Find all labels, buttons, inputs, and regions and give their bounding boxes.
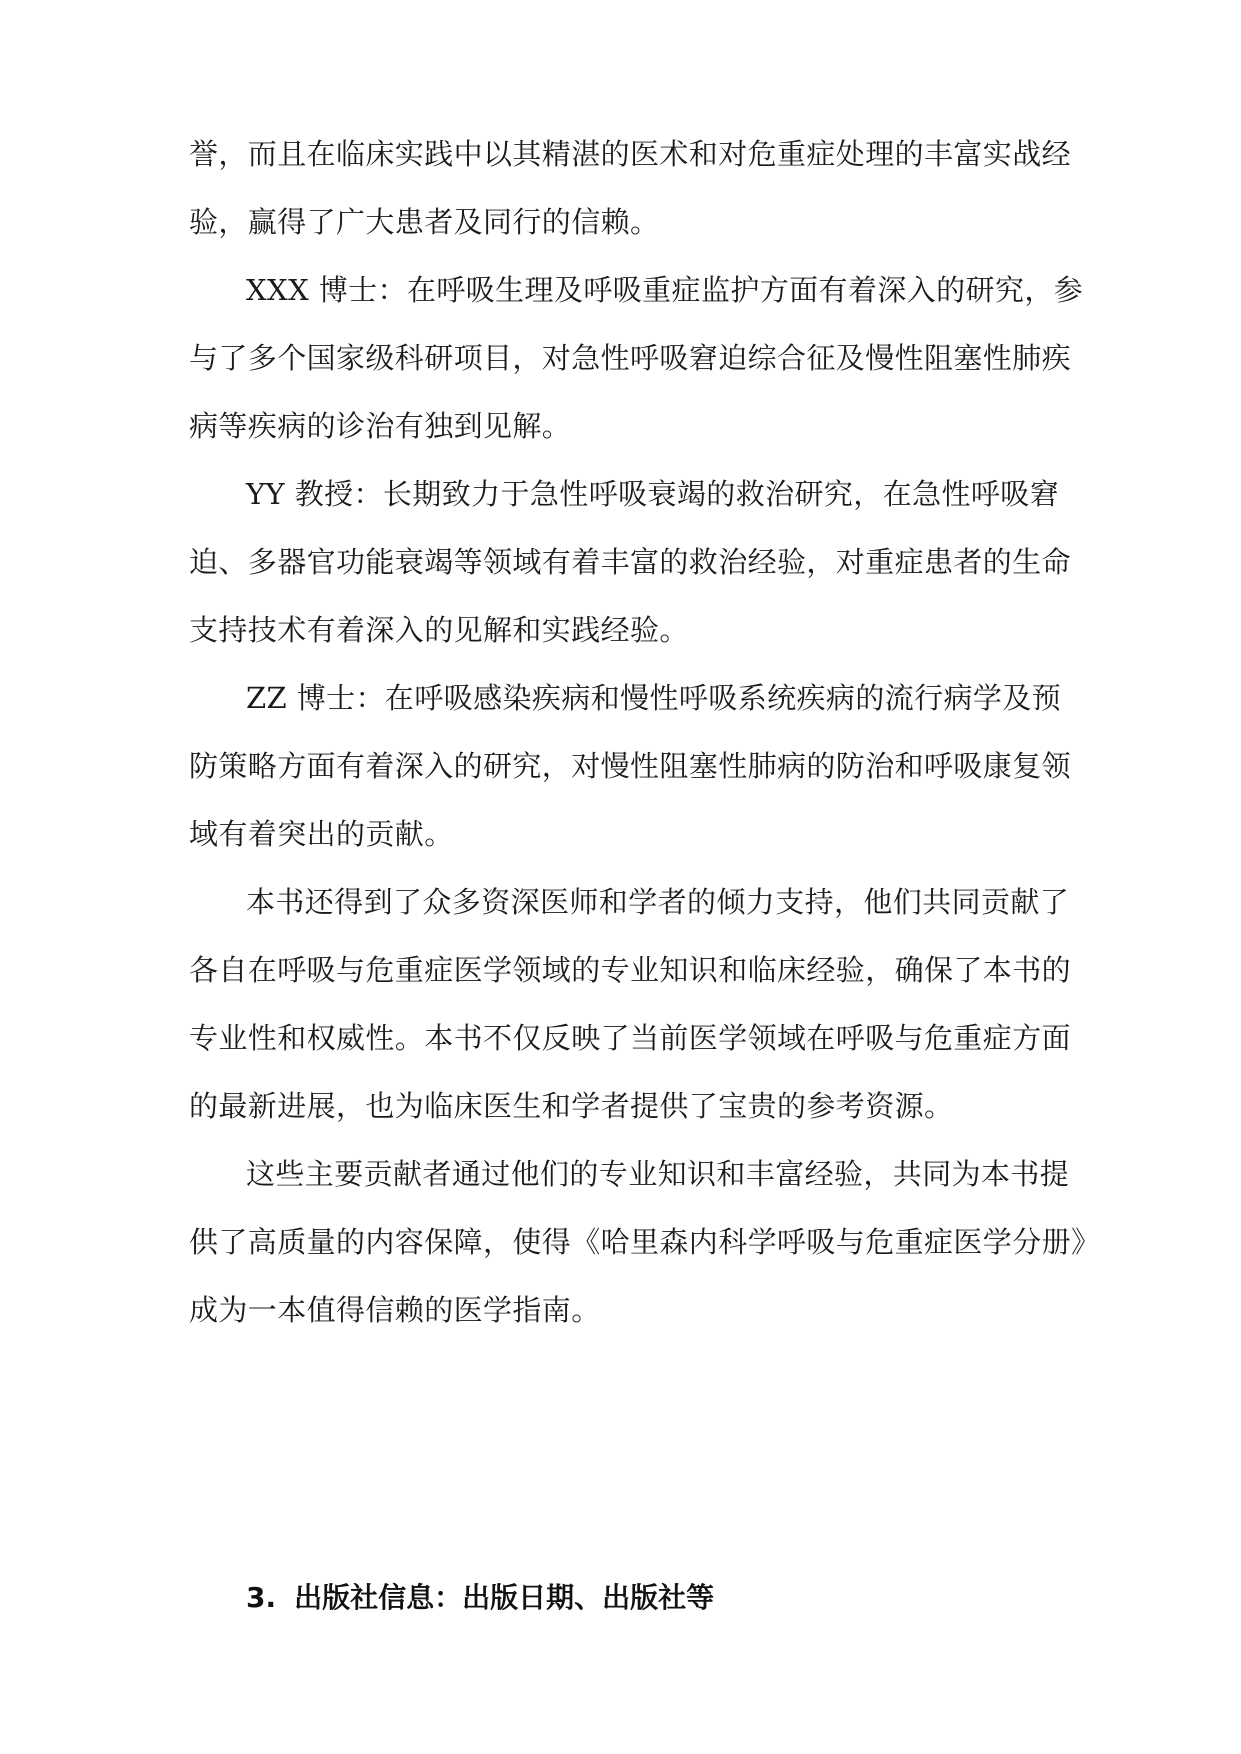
- paragraph-2-line-2: 与了多个国家级科研项目，对急性呼吸窘迫综合征及慢性阻塞性肺疾: [189, 341, 1072, 375]
- paragraph-5-line-2: 各自在呼吸与危重症医学领域的专业知识和临床经验，确保了本书的: [189, 953, 1072, 987]
- paragraph-5-line-4: 的最新进展，也为临床医生和学者提供了宝贵的参考资源。: [189, 1089, 954, 1123]
- section-heading: [246, 1578, 714, 1618]
- paragraph-6-line-1: 这些主要贡献者通过他们的专业知识和丰富经验，共同为本书提: [246, 1157, 1070, 1191]
- section-heading-number: 3.: [246, 1581, 277, 1614]
- paragraph-3-line-3: 支持技术有着深入的见解和实践经验。: [189, 613, 689, 647]
- paragraph-4-line-1: ZZ 博士：在呼吸感染疾病和慢性呼吸系统疾病的流行病学及预: [246, 681, 1062, 715]
- paragraph-4-line-3: 域有着突出的贡献。: [189, 817, 454, 851]
- paragraph-6-line-2: 供了高质量的内容保障，使得《哈里森内科学呼吸与危重症医学分册》: [189, 1225, 1101, 1259]
- paragraph-2-line-1: XXX 博士：在呼吸生理及呼吸重症监护方面有着深入的研究，参: [246, 273, 1084, 307]
- paragraph-1-line-1: 誉，而且在临床实践中以其精湛的医术和对危重症处理的丰富实战经: [189, 137, 1072, 171]
- paragraph-5-line-3: 专业性和权威性。本书不仅反映了当前医学领域在呼吸与危重症方面: [189, 1021, 1072, 1055]
- paragraph-2-line-3: 病等疾病的诊治有独到见解。: [189, 409, 572, 443]
- paragraph-1-line-2: 验，赢得了广大患者及同行的信赖。: [189, 205, 660, 239]
- paragraph-4-line-2: 防策略方面有着深入的研究，对慢性阻塞性肺病的防治和呼吸康复领: [189, 749, 1072, 783]
- paragraph-5-line-1: 本书还得到了众多资深医师和学者的倾力支持，他们共同贡献了: [246, 885, 1070, 919]
- section-heading-title: 出版社信息：出版日期、出版社等: [294, 1581, 715, 1614]
- paragraph-3-line-1: YY 教授：长期致力于急性呼吸衰竭的救治研究，在急性呼吸窘: [246, 477, 1060, 511]
- paragraph-6-line-3: 成为一本值得信赖的医学指南。: [189, 1293, 601, 1327]
- paragraph-3-line-2: 迫、多器官功能衰竭等领域有着丰富的救治经验，对重症患者的生命: [189, 545, 1072, 579]
